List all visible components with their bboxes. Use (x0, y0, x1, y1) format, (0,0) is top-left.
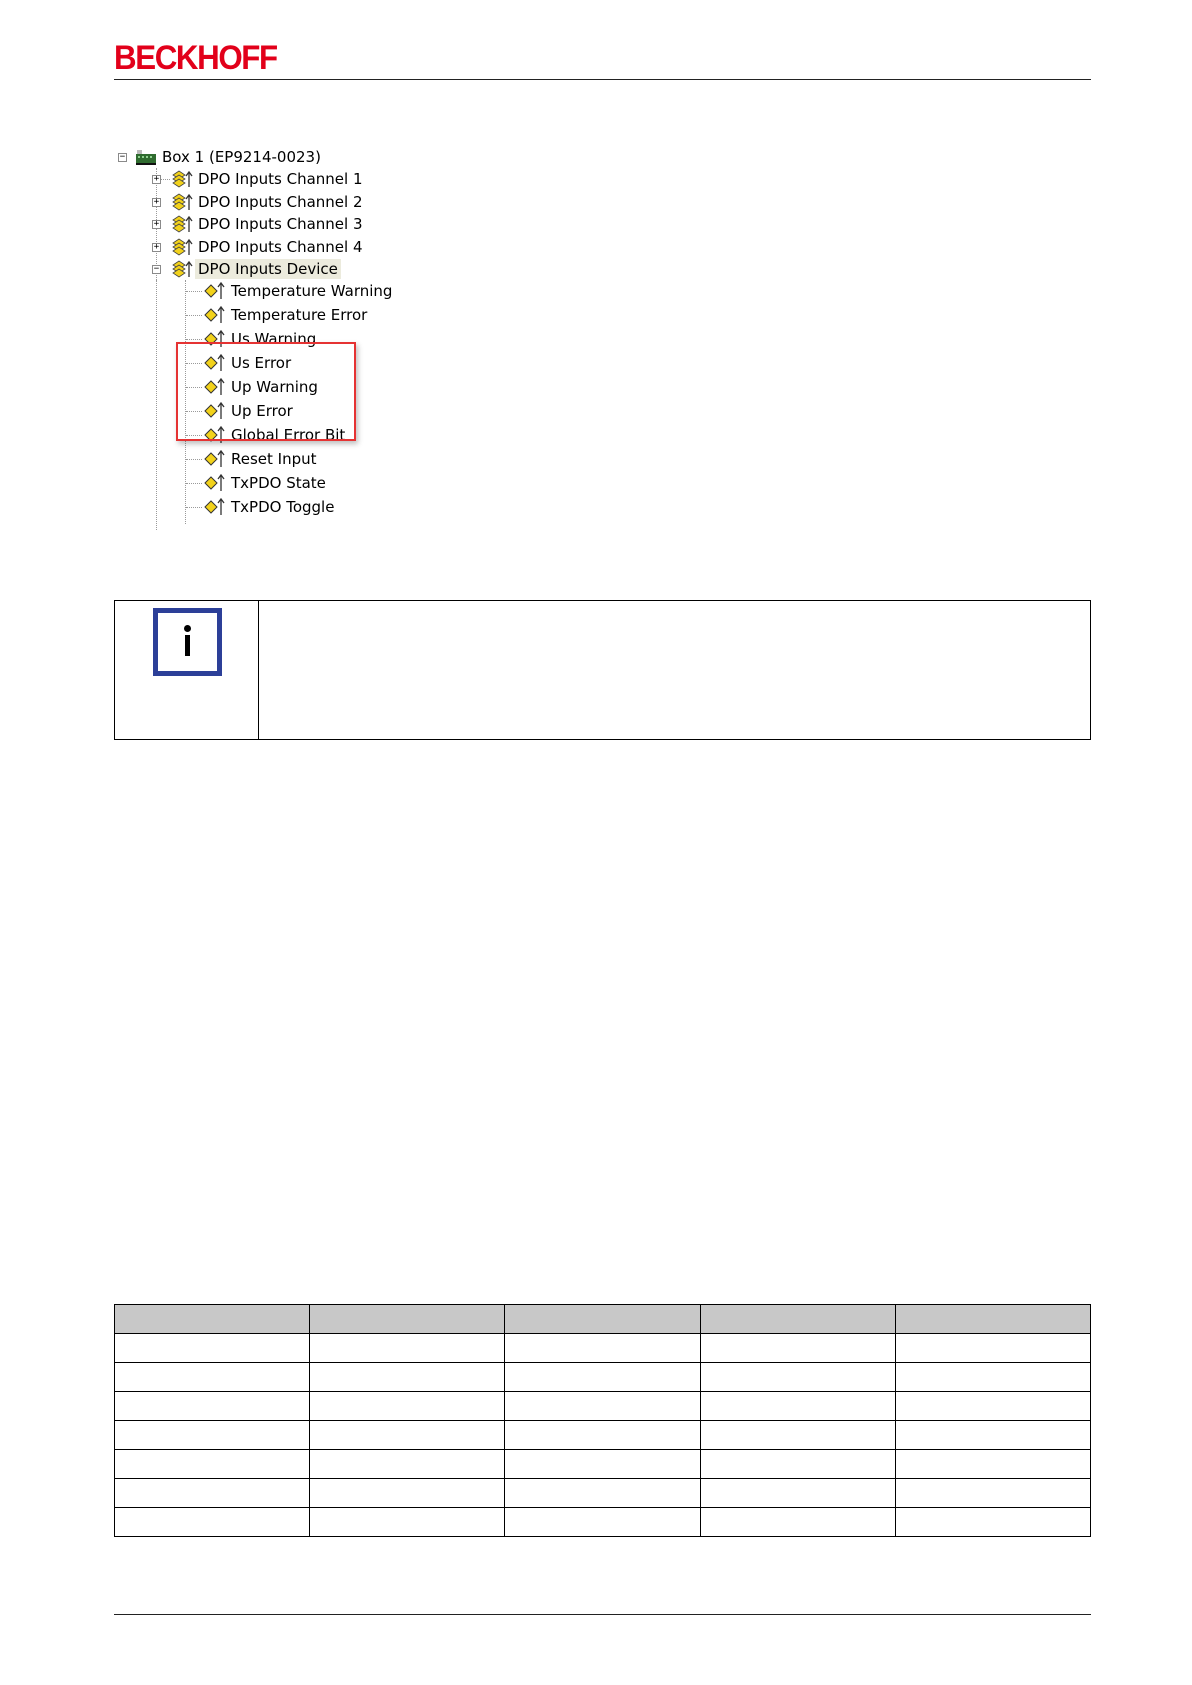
footer-rule (114, 1614, 1091, 1615)
expand-icon[interactable]: + (153, 218, 160, 229)
tree-node-label: Temperature Warning (231, 282, 393, 300)
tree-node-label: DPO Inputs Channel 1 (198, 170, 363, 188)
table-row (115, 1421, 1091, 1450)
tree-node-temperature-warning[interactable] (186, 280, 395, 302)
header-rule (114, 79, 1091, 80)
tree-node-dpo-inputs-device[interactable] (152, 258, 341, 280)
info-icon (153, 608, 222, 676)
tree-node-label: DPO Inputs Device (195, 259, 341, 279)
note-divider (258, 601, 259, 739)
table-header-cell (700, 1305, 895, 1334)
tree-node-label: Us Error (231, 354, 292, 372)
note-box (114, 600, 1091, 740)
tree-node-label: Us Warning (231, 330, 317, 348)
tree-node-label: TxPDO State (231, 474, 326, 492)
tree-node-label: DPO Inputs Channel 2 (198, 193, 363, 211)
tree-node-temperature-error[interactable] (186, 304, 370, 326)
table-row (115, 1392, 1091, 1421)
input-variable-icon (204, 449, 226, 469)
input-variable-icon (204, 497, 226, 517)
table-row (115, 1508, 1091, 1537)
process-data-group-icon (171, 237, 193, 257)
tree-node-txpdo-state[interactable] (186, 472, 329, 494)
process-data-group-icon (171, 214, 193, 234)
table-row (115, 1363, 1091, 1392)
expand-icon[interactable]: + (153, 241, 160, 252)
tree-node-label: Reset Input (231, 450, 317, 468)
terminal-box-icon (135, 147, 157, 167)
collapse-icon[interactable]: − (153, 263, 160, 274)
tree-guide-line (156, 280, 157, 530)
table-row (115, 1479, 1091, 1508)
beckhoff-logo: BECKHOFF (114, 39, 277, 77)
table-header-cell (505, 1305, 700, 1334)
process-data-group-icon (171, 169, 193, 189)
table-header-cell (310, 1305, 505, 1334)
tree-node-label: TxPDO Toggle (231, 498, 335, 516)
process-data-group-icon (171, 192, 193, 212)
table-header-cell (895, 1305, 1090, 1334)
table-header-row (115, 1305, 1091, 1334)
tree-node-label: Box 1 (EP9214-0023) (162, 148, 321, 166)
expand-icon[interactable]: + (153, 173, 160, 184)
tree-node-label: Temperature Error (231, 306, 368, 324)
input-variable-icon (204, 473, 226, 493)
tree-node-dpo-inputs-channel-1[interactable] (152, 168, 366, 190)
tree-node-box1[interactable] (118, 146, 324, 168)
table-row (115, 1334, 1091, 1363)
process-data-group-icon (171, 259, 193, 279)
tree-node-label: Up Error (231, 402, 293, 420)
tree-node-label: DPO Inputs Channel 4 (198, 238, 363, 256)
tree-node-dpo-inputs-channel-4[interactable] (152, 236, 366, 258)
collapse-icon[interactable]: − (119, 151, 126, 162)
data-table (114, 1304, 1091, 1537)
input-variable-icon (204, 305, 226, 325)
table-row (115, 1450, 1091, 1479)
tree-node-dpo-inputs-channel-3[interactable] (152, 213, 366, 235)
table-header-cell (115, 1305, 310, 1334)
tree-node-dpo-inputs-channel-2[interactable] (152, 191, 366, 213)
tree-node-reset-input[interactable] (186, 448, 320, 470)
tree-node-txpdo-toggle[interactable] (186, 496, 337, 518)
tree-node-label: Global Error Bit (231, 426, 346, 444)
highlight-frame (176, 342, 356, 441)
expand-icon[interactable]: + (153, 196, 160, 207)
tree-node-label: Up Warning (231, 378, 318, 396)
input-variable-icon (204, 281, 226, 301)
tree-node-label: DPO Inputs Channel 3 (198, 215, 363, 233)
